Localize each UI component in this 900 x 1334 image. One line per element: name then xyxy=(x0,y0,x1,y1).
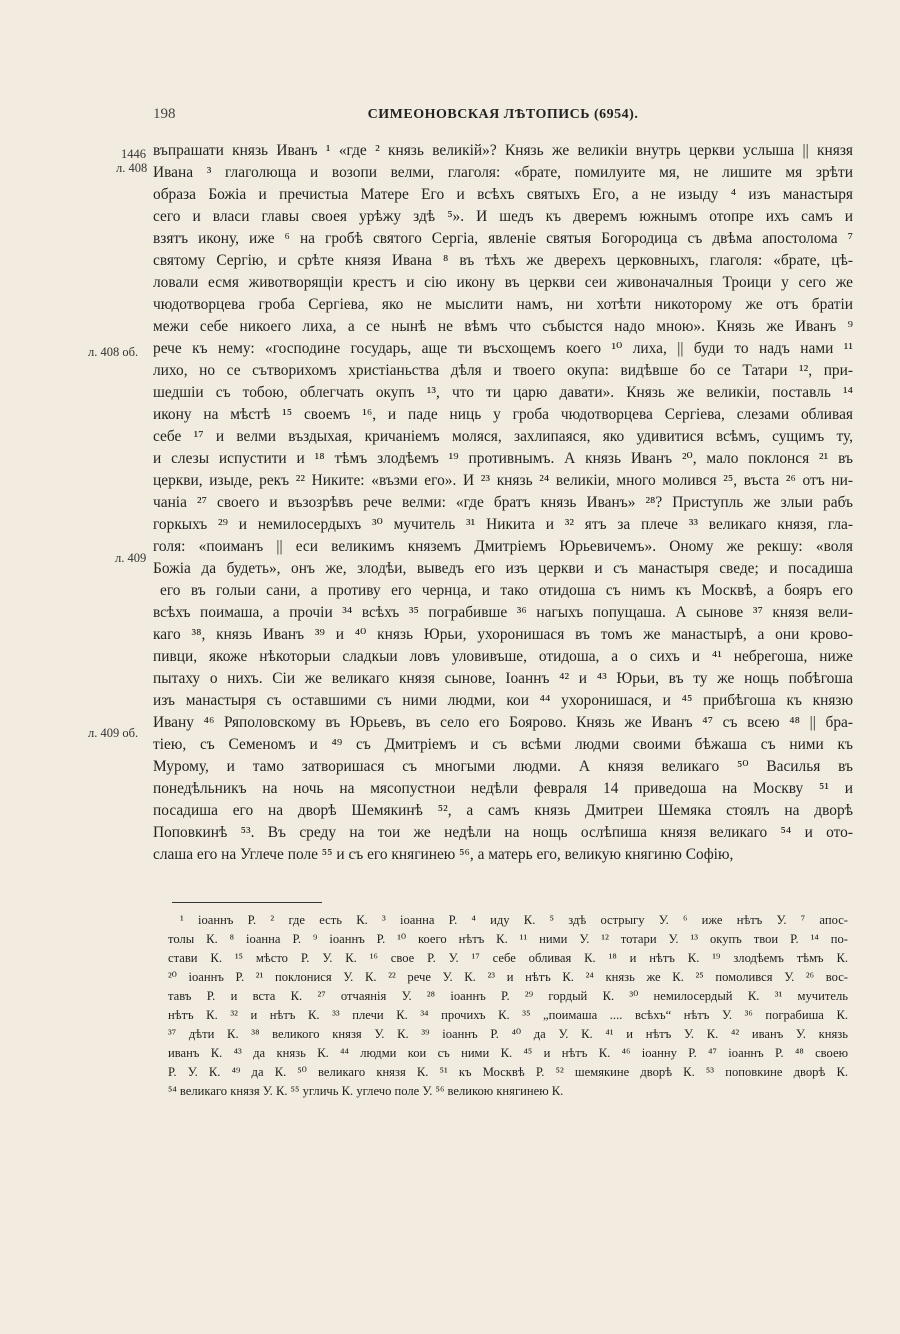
text-line: чюдотворцева гроба Сергіева, яко не мыслити намъ, ни хотѣти никоторому же отъ братіи xyxy=(153,296,853,313)
page-number: 198 xyxy=(153,106,176,122)
text-line: въпрашати князь Иванъ ¹ «где ² князь великій»? Князь же великіи внутрь церкви услыша || князя xyxy=(153,142,853,159)
text-line: всѣхъ поимаша, а прочіи ³⁴ всѣхъ ³⁵ пограбивше ³⁶ нагыхъ попущаша. А сынове ³⁷ князя вели- xyxy=(153,604,853,621)
text-line: его въ голыи сани, а противу его чернца, и тако отидоша съ нимъ къ Москвѣ, а бояръ его xyxy=(160,582,853,599)
text-line: рече къ нему: «господине государь, аще ти въсхощемъ коего ¹⁰ лиха, || буди то надъ нами ¹¹ xyxy=(153,340,853,357)
text-line: пивци, якоже нѣкоторыи сладкыи ловъ уловивъше, отидоша, а о сихъ и ⁴¹ небрегоша, ниже xyxy=(153,648,853,665)
text-line: горкыхъ ²⁹ и немилосердыхъ ³⁰ мучитель ³¹ Никита и ³² ятъ за плече ³³ великаго князя, гла- xyxy=(153,516,853,533)
footnote-separator xyxy=(172,902,322,903)
text-line: Ивану ⁴⁶ Ряполовскому въ Юрьевъ, въ село его Боярово. Князь же Иванъ ⁴⁷ съ всею ⁴⁸ || бра- xyxy=(153,714,853,731)
margin-folio: л. 408 об. xyxy=(88,345,139,359)
margin-folio: л. 409 xyxy=(115,551,147,565)
margin-folio: л. 408 xyxy=(116,161,148,175)
text-line: святому Сергію, и срѣте князя Ивана ⁸ въ тѣхъ же дверехъ церковныхъ, глаголя: «брате, цѣ- xyxy=(153,252,853,269)
text-line: голя: «поиманъ || еси великимъ княземъ Дмитріемъ Юрьевичемъ». Оному же рекшу: «воля xyxy=(153,538,853,555)
text-line: церкви, изыде, рекъ ²² Никите: «възми его». И ²³ князь ²⁴ великіи, много молився ²⁵, въста ²⁶ отъ ни- xyxy=(153,472,853,489)
footnote-line: тавъ Р. и вста К. ²⁷ отчаянія У. ²⁸ іоаннъ Р. ²⁹ гордый К. ³⁰ немилосердый К. ³¹ мучитель xyxy=(168,989,848,1003)
footnote-line: иванъ К. ⁴³ да князь К. ⁴⁴ людми кои съ ними К. ⁴⁵ и нѣтъ К. ⁴⁶ іоанну Р. ⁴⁷ іоаннъ Р. ⁴⁸ своею xyxy=(168,1046,848,1060)
margin-folio: л. 409 об. xyxy=(88,726,139,740)
text-line: Божіа да будеть», онъ же, злодѣи, выведъ его изъ церкви и съ манастыря сведе; и посадиша xyxy=(153,560,853,577)
text-line: межи себе никоего лиха, а се нынѣ не вѣмъ что събыстся надо мною». Князь же Иванъ ⁹ xyxy=(153,318,853,335)
footnote-line: ¹ іоаннъ Р. ² где есть К. ³ іоанна Р. ⁴ иду К. ⁵ здѣ острыгу У. ⁶ иже нѣтъ У. ⁷ апос- xyxy=(180,913,848,927)
running-title: СИМЕОНОВСКАЯ ЛѢТОПИСЬ (6954). xyxy=(367,107,639,122)
footnote-line: ³⁷ дѣти К. ³⁸ великого князя У. К. ³⁹ іоаннъ Р. ⁴⁰ да У. К. ⁴¹ и нѣтъ У. К. ⁴² иванъ У. князь xyxy=(168,1027,848,1041)
footnote-line: нѣтъ К. ³² и нѣтъ К. ³³ плечи К. ³⁴ прочихъ К. ³⁵ „поимаша .... всѣхъ“ нѣтъ У. ³⁶ пограбиша К. xyxy=(168,1008,848,1022)
text-line: посадиша его на дворѣ Шемякинѣ ⁵², а самъ князь Дмитреи Шемяка стоялъ на дворѣ xyxy=(153,802,853,819)
text-line: шедшіи съ тобою, облегчать окупъ ¹³, что ти царю давати». Князь же великіи, поставль ¹⁴ xyxy=(153,384,853,401)
text-line: Мурому, и тамо затворишася съ многыми людми. А князя великаго ⁵⁰ Василья въ xyxy=(153,758,853,775)
text-line: лихо, но се сътворихомъ христіаньства дѣля и твоего окупа: видѣвше бо се Татари ¹², при- xyxy=(153,362,853,379)
text-line: Ивана ³ глаголюща и возопи велми, глаголя: «брате, помилуите мя, не лишите мя зрѣти xyxy=(153,164,853,181)
text-line: чаніа ²⁷ своего и възозрѣвъ рече велми: «где братъ князь Иванъ» ²⁸? Приступль же злыи рабъ xyxy=(153,494,853,511)
text-line: каго ³⁸, князь Иванъ ³⁹ и ⁴⁰ князь Юрьи, ухоронишася въ томъ же манастырѣ, а они крово- xyxy=(153,626,853,643)
text-line: изъ манастыря съ оставшими съ ними людми, кои ⁴⁴ ухоронишася, и ⁴⁵ прибѣгоша къ князю xyxy=(153,692,853,709)
text-line: тіею, съ Семеномъ и ⁴⁹ съ Дмитріемъ и съ всѣми людми своими бѣжаша съ ними къ xyxy=(153,736,853,753)
text-line: ловали есмя животворящіи крестъ и сію икону въ церкви сеи живоначалныя Троици у сего же xyxy=(153,274,853,291)
text-line: пытаху о нихъ. Сіи же великаго князя сынове, Іоаннъ ⁴² и ⁴³ Юрьи, въ ту же нощь побѣгоша xyxy=(153,670,853,687)
text-line: образа Божіа и пречистыа Матере Его и всѣхъ святыхъ Его, а не изыду ⁴ изъ манастыря xyxy=(153,186,853,203)
margin-year: 1446 xyxy=(121,147,146,161)
footnote-line: ⁵⁴ великаго князя У. К. ⁵⁵ угличь К. углечо поле У. ⁵⁶ великою княгинею К. xyxy=(168,1084,564,1098)
text-line: себе ¹⁷ и велми въздыхая, кричаніемъ моляся, захлипаяся, яко удивитися всѣмъ, сущимъ ту, xyxy=(153,428,853,445)
text-line: сего и власи главы своея урѣжу здѣ ⁵». И шедъ къ дверемъ южнымъ отопре ихъ самъ и xyxy=(153,208,853,225)
footnote-line: стави К. ¹⁵ мѣсто Р. У. К. ¹⁶ свое Р. У. ¹⁷ себе обливая К. ¹⁸ и нѣтъ К. ¹⁹ злодѣемъ тѣмъ К. xyxy=(168,951,848,965)
footnote-line: Р. У. К. ⁴⁹ да К. ⁵⁰ великаго князя К. ⁵¹ къ Москвѣ Р. ⁵² шемякине дворѣ К. ⁵³ поповкине дворѣ К. xyxy=(168,1065,848,1079)
text-line: взятъ икону, иже ⁶ на гробѣ святого Сергіа, явленіе святыя Богородица съ двѣма апостолома ⁷ xyxy=(153,230,853,247)
footnote-line: толы К. ⁸ іоанна Р. ⁹ іоаннъ Р. ¹⁰ коего нѣтъ К. ¹¹ ними У. ¹² тотари У. ¹³ окупъ твои Р. ¹⁴ по- xyxy=(168,932,848,946)
text-line: и слезы испустити и ¹⁸ тѣмъ злодѣемъ ¹⁹ противнымъ. А князь Иванъ ²⁰, мало поклонся ²¹ въ xyxy=(153,450,853,467)
text-line: икону на мѣстѣ ¹⁵ своемъ ¹⁶, и паде ниць у гроба чюдотворцева Сергіева, слезами обливая xyxy=(153,406,853,423)
page-header xyxy=(153,106,853,130)
text-line: слаша его на Углече поле ⁵⁵ и съ его княгинею ⁵⁶, а матерь его, великую княгиню Софію, xyxy=(153,846,734,863)
text-line: Поповкинѣ ⁵³. Въ среду на тои же недѣли на нощь ослѣпиша князя великаго ⁵⁴ и ото- xyxy=(153,824,853,841)
text-line: понедѣльникъ на ночь на мясопустнои недѣли февраля 14 приведоша на Москву ⁵¹ и xyxy=(153,780,853,797)
footnote-line: ²⁰ іоаннъ Р. ²¹ поклонися У. К. ²² рече У. К. ²³ и нѣтъ К. ²⁴ князь же К. ²⁵ помолився У. ²⁶ вос- xyxy=(168,970,848,984)
